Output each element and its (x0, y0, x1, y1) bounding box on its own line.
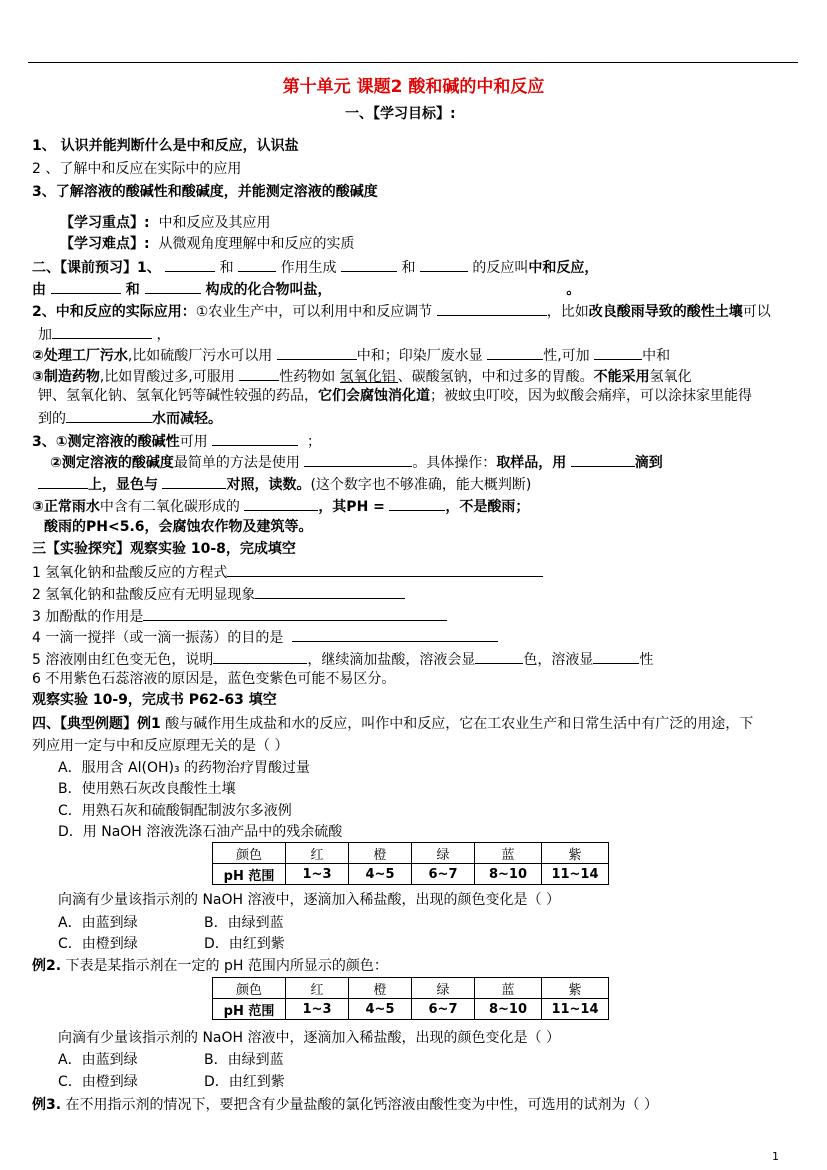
table-cell: 8~10 (475, 999, 542, 1020)
observe-note: 观察实验 10-9，完成书 P62-63 填空 (32, 692, 277, 708)
text: 和 (125, 282, 140, 298)
text: 最简单的方法是使用 (173, 455, 300, 471)
blank[interactable] (277, 345, 357, 360)
ex1-option-a: A．服用含 Al(OH)₃ 的药物治疗胃酸过量 (58, 760, 311, 776)
q1 (32, 562, 543, 582)
text: ①农业生产中，可以利用中和反应调节 (195, 304, 433, 320)
text: ②处理工厂污水 (32, 348, 128, 364)
ex3 (32, 1096, 658, 1114)
blank[interactable] (292, 627, 498, 642)
s2-line-11 (38, 474, 531, 494)
s2-line-12 (32, 496, 529, 516)
diff-label: 【学习难点】: (60, 236, 150, 252)
text: 和 (401, 260, 416, 276)
ex1-answer-b: B．由绿到蓝 (204, 915, 284, 931)
text: ,比如硫酸厂污水可以用 (127, 348, 273, 364)
q2 (32, 584, 405, 604)
text: 下表是某指示剂在一定的 pH 范围内所显示的颜色： (61, 958, 388, 974)
text: 可以 (742, 304, 771, 320)
s2-heading: 二、【课前预习】1、 (32, 260, 161, 276)
q3 (32, 606, 447, 626)
table-cell: 1~3 (286, 864, 349, 885)
text: 到的 (38, 411, 66, 427)
text: 对照，读数。 (226, 477, 311, 493)
blank[interactable] (51, 279, 121, 294)
text: 中和 (642, 348, 671, 364)
blank[interactable] (255, 584, 405, 599)
text: 在不用指示剂的情况下，要把含有少量盐酸的氯化钙溶液由酸性变为中性，可选用的试剂为（ ） (61, 1097, 658, 1113)
table-cell: 绿 (412, 978, 475, 999)
s2-line-4 (38, 324, 170, 344)
text: 可用 (179, 434, 208, 450)
text: 中和反应， (528, 260, 599, 276)
ex1-option-c: C．用熟石灰和硫酸铜配制波尔多液例 (58, 803, 292, 819)
s2-line-7 (38, 387, 752, 405)
table-cell: 4~5 (349, 864, 412, 885)
text: 钾、氢氧化钠、氢氧化钙等碱性较强的药品， (38, 388, 318, 404)
table-cell: 4~5 (349, 999, 412, 1020)
blank[interactable] (145, 279, 201, 294)
blank[interactable] (162, 474, 226, 489)
ex1-question: 向滴有少量该指示剂的 NaOH 溶液中，逐滴加入稀盐酸，出现的颜色变化是（ ） (58, 892, 560, 908)
text: ③制造药物 (32, 369, 100, 385)
key-text: 中和反应及其应用 (158, 215, 271, 231)
ex2-question: 向滴有少量该指示剂的 NaOH 溶液中，逐滴加入稀盐酸，出现的颜色变化是（ ） (58, 1030, 560, 1046)
blank-with-text[interactable]: 氢氧化铝 (339, 369, 396, 385)
s2-line-8 (38, 408, 222, 428)
ex3-label: 例3. (32, 1097, 62, 1113)
text: 由 (32, 282, 46, 298)
ex1-option-b: B．使用熟石灰改良酸性土壤 (58, 781, 236, 797)
s2-line-1 (32, 257, 598, 277)
text: 的反应叫 (472, 260, 529, 276)
table-row (213, 843, 609, 864)
text: ②测定溶液的酸碱度 (50, 455, 174, 471)
s2-line-6 (32, 366, 692, 386)
blank[interactable] (239, 366, 279, 381)
table-cell: 6~7 (412, 999, 475, 1020)
text: 5 溶液刚由红色变无色，说明 (32, 652, 214, 668)
text: ，其PH = (318, 499, 385, 515)
text: 上，显色与 (88, 477, 158, 493)
text: 。 (566, 282, 581, 298)
text: 水而减轻。 (152, 411, 222, 427)
text: ,比如胃酸过多,可服用 (99, 369, 235, 385)
text: 2、中和反应的实际应用： (32, 304, 196, 320)
table-cell: 蓝 (475, 978, 542, 999)
q4 (32, 627, 498, 647)
text: 加 (38, 327, 52, 343)
ex1-line-2: 列应用一定与中和反应原理无关的是（ ） (32, 738, 289, 754)
ex2-answer-b: B．由绿到蓝 (204, 1052, 284, 1068)
text: 1 氢氧化钠和盐酸反应的方程式 (32, 565, 228, 581)
s2-line-13: 酸雨的PH<5.6，会腐蚀农作物及建筑等。 (44, 519, 313, 535)
blank[interactable] (66, 408, 152, 423)
blank[interactable] (38, 474, 88, 489)
text: ，继续滴加盐酸，溶液会显 (307, 652, 476, 668)
blank[interactable] (238, 257, 276, 272)
text: ， (445, 499, 460, 515)
table-cell: 8~10 (475, 864, 542, 885)
text: 3 加酚酞的作用是 (32, 609, 144, 625)
table-cell: 紫 (542, 978, 609, 999)
text: 色，溶液显 (523, 652, 594, 668)
goal-2: 2 、了解中和反应在实际中的应用 (32, 161, 242, 177)
blank[interactable] (341, 257, 397, 272)
ex1-label: 例1 (137, 716, 161, 732)
page-title: 第十单元 课题2 酸和碱的中和反应 (282, 77, 545, 97)
ex2-answer-d: D．由红到紫 (204, 1074, 285, 1090)
ex2-intro (32, 957, 388, 975)
blank[interactable] (212, 431, 298, 446)
goal-3: 3、了解溶液的酸碱性和酸碱度，并能测定溶液的酸碱度 (32, 184, 378, 200)
blank[interactable] (420, 257, 468, 272)
blank[interactable] (165, 257, 215, 272)
goal-1: 1、 认识并能判断什么是中和反应，认识盐 (32, 138, 299, 154)
key-point (60, 214, 271, 232)
table-cell: 绿 (412, 843, 475, 864)
table-cell: pH 范围 (213, 864, 286, 885)
blank[interactable] (213, 649, 307, 664)
text: ， (156, 327, 171, 343)
key-label: 【学习重点】: (60, 215, 150, 231)
table-cell: pH 范围 (213, 999, 286, 1020)
ex1-answer-d: D．由红到紫 (204, 936, 285, 952)
table-cell: 1~3 (286, 999, 349, 1020)
difficult-point (60, 235, 355, 253)
text: 2 氢氧化钠和盐酸反应有无明显现象 (32, 587, 256, 603)
text: 中和；印染厂废水显 (356, 348, 483, 364)
text: ；被蚊虫叮咬，因为蚁酸会痛痒，可以涂抹家里能得 (430, 388, 752, 404)
blank[interactable] (304, 452, 412, 467)
page-number: 1 (772, 1150, 779, 1163)
section-3-heading: 三【实验探究】观察实验 10-8，完成填空 (32, 541, 296, 557)
s2-line-2 (32, 279, 580, 299)
ph-color-table-2 (212, 977, 609, 1020)
diff-text: 从微观角度理解中和反应的实质 (158, 236, 355, 252)
blank[interactable] (227, 562, 543, 577)
table-cell: 颜色 (213, 978, 286, 999)
table-cell: 蓝 (475, 843, 542, 864)
text: 不是酸雨； (459, 499, 530, 515)
ex1-option-d: D．用 NaOH 溶液洗涤石油产品中的残余硫酸 (58, 824, 343, 840)
text: 。具体操作： (412, 455, 497, 471)
blank[interactable] (244, 496, 318, 511)
text: 它们会腐蚀消化道 (318, 388, 430, 404)
text: ； (306, 434, 321, 450)
text: 氢氧化 (649, 369, 692, 385)
blank[interactable] (143, 606, 447, 621)
blank[interactable] (437, 301, 547, 316)
blank[interactable] (593, 649, 639, 664)
table-cell: 11~14 (542, 864, 609, 885)
q6: 6 不用紫色石蕊溶液的原因是，蓝色变紫色可能不易区分。 (32, 671, 396, 687)
text: 和 (219, 260, 234, 276)
q5 (32, 649, 653, 669)
s2-line-3 (32, 301, 771, 321)
table-row (213, 864, 609, 885)
section-1-heading: 一、【学习目标】: (345, 106, 456, 122)
text: 、碳酸氢钠，中和过多的胃酸。 (397, 369, 594, 385)
text: (这个数字也不够准确，能大概判断) (310, 477, 532, 493)
table-cell: 11~14 (542, 999, 609, 1020)
blank[interactable] (571, 452, 635, 467)
ex2-label: 例2. (32, 958, 62, 974)
text: 构成的化合物叫盐， (205, 282, 332, 298)
table-cell: 橙 (349, 978, 412, 999)
text: 3、①测定溶液的酸碱性 (32, 434, 180, 450)
blank[interactable] (52, 324, 152, 339)
s2-line-10 (50, 452, 663, 472)
text: 滴到 (634, 455, 663, 471)
text: ③正常雨水 (32, 499, 100, 515)
table-row (213, 999, 609, 1020)
s2-line-5 (32, 345, 670, 365)
text: 不能采用 (593, 369, 650, 385)
text: 性,可加 (543, 348, 590, 364)
blank[interactable] (389, 496, 445, 511)
ex1-answer-a: A．由蓝到绿 (58, 915, 138, 931)
text: 作用生成 (280, 260, 337, 276)
text: 取样品，用 (496, 455, 567, 471)
ph-color-table (212, 842, 609, 885)
text: 改良酸雨导致的酸性土壤 (588, 304, 743, 320)
ex2-answer-a: A．由蓝到绿 (58, 1052, 138, 1068)
ex1-line-1 (32, 715, 753, 733)
blank[interactable] (594, 345, 642, 360)
table-cell: 红 (286, 843, 349, 864)
text: 4 一滴一搅拌（或一滴一振荡）的目的是 (32, 630, 284, 646)
text: ，比如 (546, 304, 589, 320)
text: 酸与碱作用生成盐和水的反应，叫作中和反应，它在工农业生产和日常生活中有广泛的用途，下 (160, 716, 754, 732)
table-cell: 颜色 (213, 843, 286, 864)
blank[interactable] (487, 345, 543, 360)
ex2-answer-c: C．由橙到绿 (58, 1074, 138, 1090)
table-cell: 紫 (542, 843, 609, 864)
text: 性 (639, 652, 654, 668)
section-4-heading: 四、【典型例题】 (32, 716, 137, 732)
blank[interactable] (475, 649, 523, 664)
header-rule (28, 62, 798, 63)
table-cell: 红 (286, 978, 349, 999)
text: 中含有二氧化碳形成的 (99, 499, 240, 515)
ex1-answer-c: C．由橙到绿 (58, 936, 138, 952)
table-cell: 橙 (349, 843, 412, 864)
text: 性药物如 (279, 369, 336, 385)
table-row (213, 978, 609, 999)
table-cell: 6~7 (412, 864, 475, 885)
s2-line-9 (32, 431, 321, 451)
